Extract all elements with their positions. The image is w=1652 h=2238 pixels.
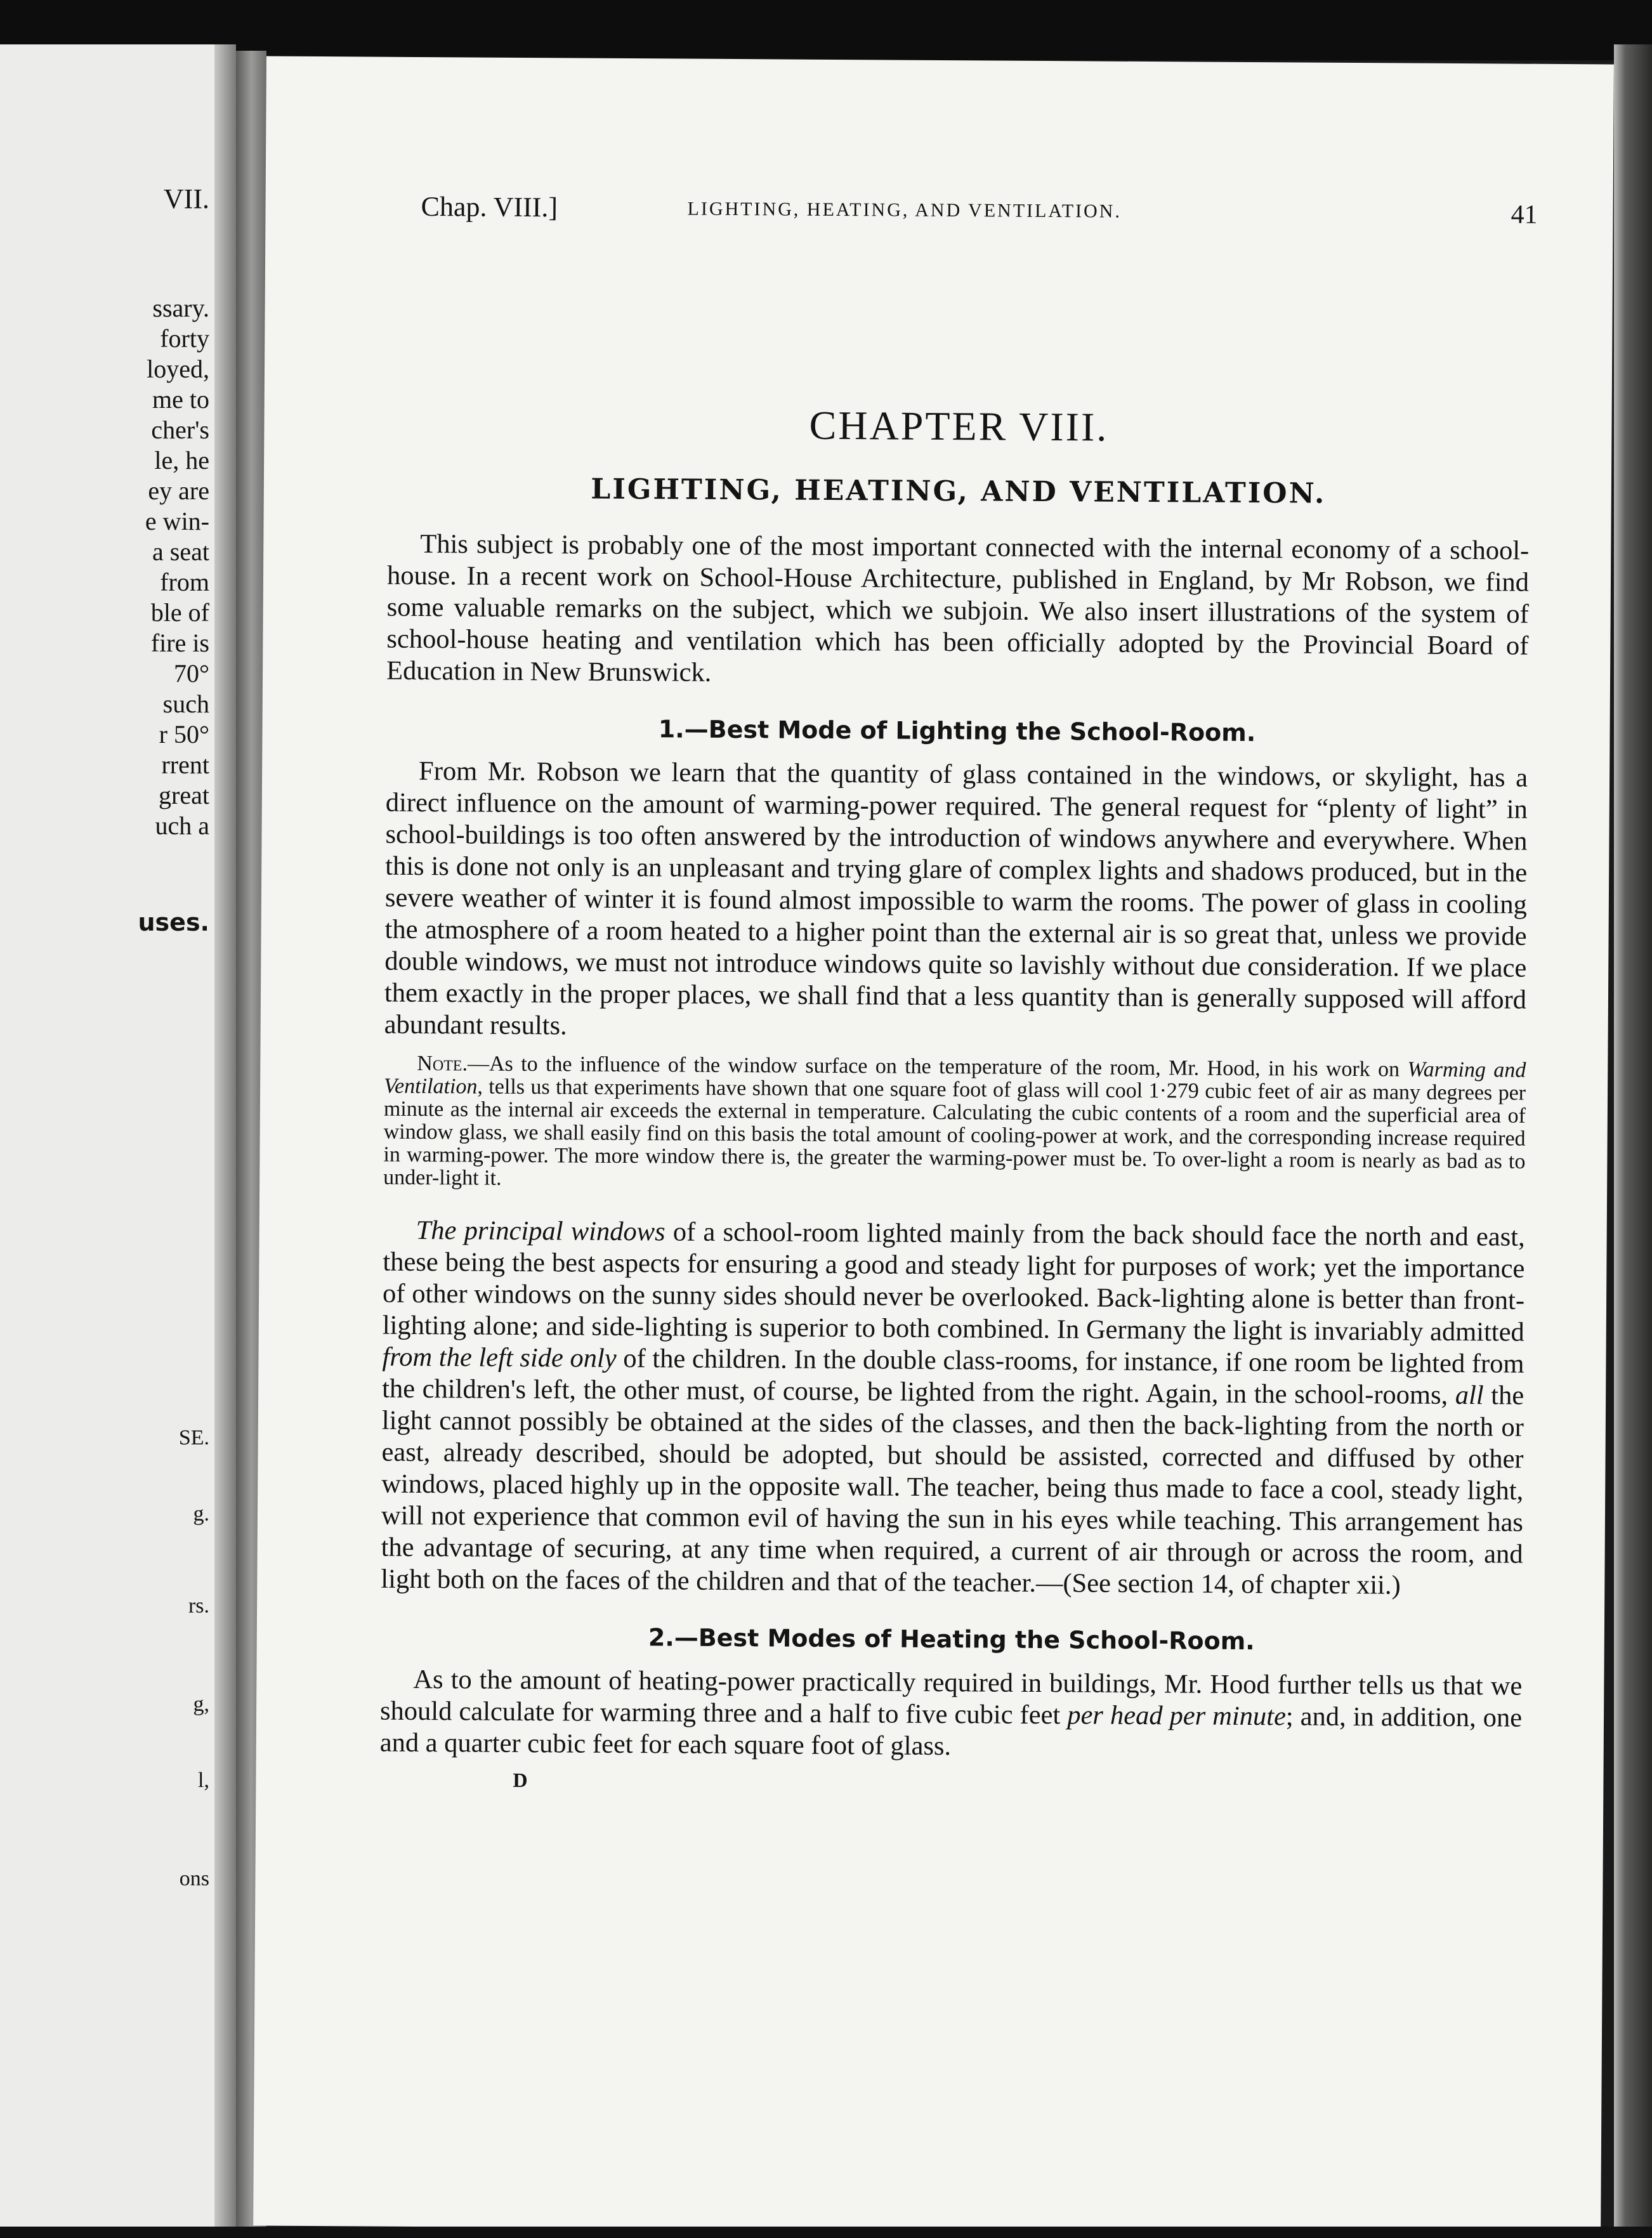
running-header — [421, 190, 1537, 235]
left-page-line: uch a — [155, 811, 209, 840]
paragraph-text: of the children. In the double class-rooms, for instance, if one room be lighted from the children's left, the other must, of course, be lighted from the right. Again, in the school-rooms, — [382, 1343, 1524, 1410]
note-text-cont: , tells us that experiments have shown that one square foot of glass will cool 1·279 cubic feet of air as many degrees per minute as the internal air exceeds the external in temperature. Calculating the cubic contents of a room and the superficial area of window glass, we shall easily find on this basis the total amount of cooling-power at work, and the corresponding increase required in warming-power. The more window there is, the greater the warming-power must be. To over-light a room is nearly as bad as to under-light it. — [383, 1075, 1526, 1190]
left-page-line: 70° — [174, 659, 209, 688]
left-page-line: SE. — [178, 1426, 209, 1449]
left-page-line: cher's — [151, 416, 209, 444]
note-text: —As to the influence of the window surface on the temperature of the room, Mr. Hood, in his work on — [467, 1052, 1408, 1082]
left-page-line: from — [160, 568, 209, 596]
paragraph-text: the light cannot possibly be obtained at the sides of the classes, and then the back-lighting from the north or east, already described, should be adopted, but should be assisted, corrected and diffused by other windows, placed highly up in the opposite wall. The teacher, being thus made to face a cool, steady light, will not experience that common evil of having the sun in his eyes while teaching. This arrangement has the advantage of securing, at any time when required, a current of air through or across the room, and light both on the faces of the children and that of the teacher.—(See section 14, of chapter xii.) — [381, 1380, 1524, 1600]
left-page-line: rs. — [188, 1594, 209, 1618]
chapter-title: CHAPTER VIII. — [809, 402, 1109, 450]
left-page-line: e win- — [145, 507, 209, 535]
note-book-title: Warming and Ventilation — [383, 1057, 1526, 1099]
book-gutter-shadow — [214, 44, 236, 2227]
left-page-line: such — [162, 690, 209, 718]
italic-phrase: per head per minute — [1067, 1700, 1287, 1732]
footnote-block — [383, 1052, 1526, 1196]
section-2-paragraph — [380, 1664, 1523, 1766]
intro-paragraph: This subject is probably one of the most important connected with the internal economy of a school-house. In a recent work on School-House Architecture, published in England, by Mr Robson, we find some valuable remarks on the subject, which we subjoin. We also insert illustrations of the system of school-house heating and ventilation which has been officially adopted by the Provincial Board of Education in New Brunswick. — [386, 529, 1530, 688]
italic-word: all — [1455, 1380, 1484, 1411]
scan-background-bottom — [0, 2227, 1652, 2238]
section-1-paragraph: From Mr. Robson we learn that the quantity of glass contained in the windows, or skylight, has a direct influence on the amount of warming-power required. The general request for “plenty of light” in school-buildings is too often answered by the introduction of windows anywhere and everywhere. When this is done not only is an unpleasant and trying glare of complex lights and shadows produced, but in the severe weather of winter it is found almost impossible to warm the rooms. The power of glass in cooling the atmosphere of a room heated to a higher point than the external air is so great that, unless we provide double windows, we must not introduce windows quite so lavishly without due consideration. If we place them exactly in the proper places, we shall find that a less quantity than is generally supposed will afford abundant results. — [384, 756, 1528, 1041]
page-edge-right — [1614, 44, 1652, 2238]
italic-phrase: from the left side only — [382, 1342, 617, 1373]
left-page-line: rrent — [161, 750, 209, 779]
section-1-heading: 1.—Best Mode of Lighting the School-Room. — [658, 715, 1256, 747]
left-page-line: ons — [179, 1867, 209, 1890]
header-chapter-ref: Chap. VIII.] — [421, 191, 558, 223]
left-page-line: fire is — [150, 629, 209, 657]
left-page-line: g, — [193, 1692, 209, 1716]
section-2-heading: 2.—Best Modes of Heating the School-Room. — [648, 1623, 1255, 1656]
left-page-line: r 50° — [159, 720, 209, 749]
left-page-line: le, he — [154, 446, 209, 474]
left-page-line: VII. — [163, 183, 209, 214]
left-page-line: great — [159, 781, 209, 809]
left-page-line: g. — [193, 1502, 209, 1526]
page-number: 41 — [1511, 200, 1538, 230]
main-page — [253, 56, 1614, 2234]
paragraph-text: As to the amount of heating-power practically required in buildings, Mr. Hood further tells us that we should calculate for warming three and a half to five cubic feet — [379, 1664, 1523, 1731]
left-page-line: ey are — [148, 476, 209, 505]
left-page-line: forty — [160, 324, 209, 353]
chapter-subtitle: LIGHTING, HEATING, AND VENTILATION. — [591, 473, 1327, 510]
signature-mark: D — [513, 1768, 528, 1792]
left-page-line: ssary. — [152, 294, 209, 322]
left-page-line: me to — [152, 385, 209, 414]
left-page-heading: uses. — [138, 908, 209, 936]
left-page-line: ble of — [150, 598, 209, 627]
section-1-paragraph-2 — [381, 1215, 1525, 1602]
italic-phrase: The principal windows — [416, 1215, 665, 1247]
facing-page-left — [0, 44, 236, 2227]
left-page-line: l, — [198, 1769, 209, 1792]
page-body — [379, 330, 1530, 1798]
paragraph-text: ; and, in addition, one and a quarter cubic feet for each square foot of glass. — [379, 1701, 1523, 1762]
left-page-line: loyed, — [147, 355, 209, 383]
note-label: Note. — [417, 1051, 468, 1076]
left-page-line: a seat — [152, 537, 209, 566]
header-running-title: LIGHTING, HEATING, AND VENTILATION. — [687, 198, 1122, 222]
paragraph-text: of a school-room lighted mainly from the back should face the north and east, these being the best aspects for ensuring a good and steady light for purposes of work; yet the importance of other windows on the sunny sides should never be overlooked. Back-lighting alone is better than front-lighting alone; and side-lighting is superior to both combined. In Germany the light is invariably admitted — [382, 1217, 1525, 1347]
